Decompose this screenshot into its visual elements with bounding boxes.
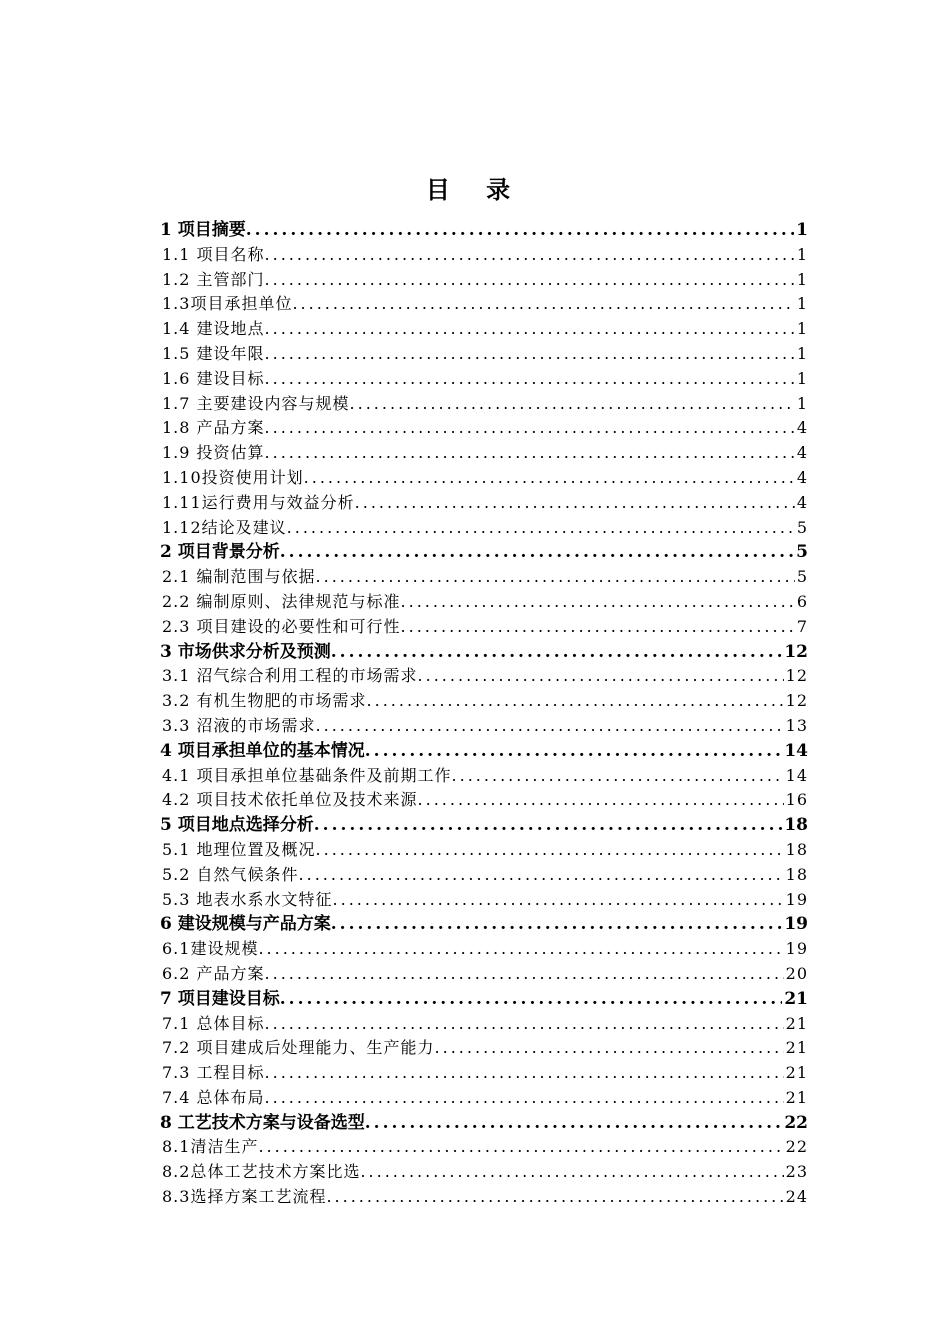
toc-section-entry[interactable]	[160, 416, 808, 441]
toc-dot-leader	[401, 590, 795, 615]
toc-page-number: 23	[785, 1162, 808, 1182]
toc-page-number: 12	[784, 641, 808, 662]
toc-page-number: 1	[796, 319, 808, 339]
toc-dot-leader	[360, 1160, 783, 1185]
toc-dot-leader	[265, 317, 795, 342]
table-of-contents	[160, 218, 808, 1210]
toc-entry-label: 1.10投资使用计划	[162, 467, 304, 487]
toc-chapter-entry[interactable]	[160, 640, 808, 665]
toc-entry-label: 4 项目承担单位的基本情况	[160, 740, 365, 761]
toc-page-number: 21	[785, 1087, 808, 1107]
toc-section-entry[interactable]	[160, 1061, 808, 1086]
toc-dot-leader	[365, 1111, 783, 1136]
toc-entry-label: 8 工艺技术方案与设备选型	[160, 1112, 365, 1133]
toc-page-number: 18	[785, 864, 808, 884]
toc-page-number: 5	[796, 517, 808, 537]
toc-entry-label: 7 项目建设目标	[160, 988, 280, 1009]
toc-entry-label: 6.1建设规模	[162, 939, 259, 959]
toc-dot-leader	[265, 342, 795, 367]
toc-section-entry[interactable]	[160, 441, 808, 466]
toc-entry-label: 1.4 建设地点	[162, 319, 265, 339]
toc-page-number: 21	[785, 1038, 808, 1058]
toc-entry-label: 6 建设规模与产品方案	[160, 914, 331, 935]
toc-page-number: 12	[785, 691, 808, 711]
toc-dot-leader	[265, 1086, 784, 1111]
toc-section-entry[interactable]	[160, 1086, 808, 1111]
toc-dot-leader	[246, 218, 794, 243]
toc-section-entry[interactable]	[160, 888, 808, 913]
toc-section-entry[interactable]	[160, 689, 808, 714]
toc-dot-leader	[435, 1036, 784, 1061]
toc-section-entry[interactable]	[160, 565, 808, 590]
toc-page-number: 24	[785, 1187, 808, 1207]
toc-entry-label: 7.1 总体目标	[162, 1013, 265, 1033]
toc-entry-label: 2.2 编制原则、法律规范与标准	[162, 591, 401, 611]
toc-page-number: 4	[796, 418, 808, 438]
toc-chapter-entry[interactable]	[160, 218, 808, 243]
toc-dot-leader	[265, 416, 795, 441]
toc-entry-label: 1.9 投资估算	[162, 443, 265, 463]
toc-section-entry[interactable]	[160, 1036, 808, 1061]
toc-page-number: 16	[785, 790, 808, 810]
toc-entry-label: 1.2 主管部门	[162, 269, 265, 289]
toc-page-number: 21	[785, 1063, 808, 1083]
toc-section-entry[interactable]	[160, 590, 808, 615]
toc-entry-label: 4.1 项目承担单位基础条件及前期工作	[162, 765, 452, 785]
toc-entry-label: 3.3 沼液的市场需求	[162, 715, 316, 735]
toc-chapter-entry[interactable]	[160, 739, 808, 764]
toc-page-number: 4	[796, 443, 808, 463]
toc-dot-leader	[314, 813, 783, 838]
toc-page-number: 21	[785, 1013, 808, 1033]
toc-dot-leader	[265, 441, 795, 466]
toc-chapter-entry[interactable]	[160, 987, 808, 1012]
toc-section-entry[interactable]	[160, 937, 808, 962]
toc-section-entry[interactable]	[160, 1185, 808, 1210]
toc-entry-label: 5 项目地点选择分析	[160, 815, 314, 836]
toc-section-entry[interactable]	[160, 1160, 808, 1185]
toc-section-entry[interactable]	[160, 367, 808, 392]
toc-entry-label: 7.3 工程目标	[162, 1063, 265, 1083]
toc-entry-label: 2.3 项目建设的必要性和可行性	[162, 616, 401, 636]
toc-dot-leader	[418, 664, 784, 689]
toc-section-entry[interactable]	[160, 1012, 808, 1037]
toc-section-entry[interactable]	[160, 516, 808, 541]
toc-dot-leader	[265, 1061, 784, 1086]
toc-page-number: 4	[796, 492, 808, 512]
toc-dot-leader	[304, 466, 795, 491]
toc-section-entry[interactable]	[160, 243, 808, 268]
toc-page-number: 21	[784, 988, 808, 1009]
toc-section-entry[interactable]	[160, 268, 808, 293]
toc-page-number: 7	[796, 616, 808, 636]
toc-entry-label: 1.12结论及建议	[162, 517, 287, 537]
toc-page-number: 1	[796, 393, 808, 413]
toc-page-number: 4	[796, 467, 808, 487]
toc-entry-label: 1.3项目承担单位	[162, 294, 293, 314]
toc-page-number: 22	[785, 1137, 808, 1157]
toc-dot-leader	[418, 788, 784, 813]
toc-page-number: 18	[784, 815, 808, 836]
toc-page-number: 1	[796, 343, 808, 363]
toc-dot-leader	[265, 1012, 784, 1037]
toc-entry-label: 2 项目背景分析	[160, 542, 280, 563]
toc-page-number: 1	[796, 368, 808, 388]
toc-entry-label: 1.11运行费用与效益分析	[162, 492, 355, 512]
toc-section-entry[interactable]	[160, 615, 808, 640]
toc-dot-leader	[265, 367, 795, 392]
toc-entry-label: 1.6 建设目标	[162, 368, 265, 388]
toc-entry-label: 3.1 沼气综合利用工程的市场需求	[162, 666, 418, 686]
toc-page-number: 1	[796, 269, 808, 289]
toc-page-number: 1	[796, 294, 808, 314]
toc-page-number: 1	[796, 244, 808, 264]
toc-page-number: 18	[785, 839, 808, 859]
toc-entry-label: 1.7 主要建设内容与规模	[162, 393, 350, 413]
toc-chapter-entry[interactable]	[160, 1111, 808, 1136]
toc-section-entry[interactable]	[160, 292, 808, 317]
toc-entry-label: 1.8 产品方案	[162, 418, 265, 438]
toc-page-number: 5	[796, 542, 808, 563]
toc-dot-leader	[265, 962, 784, 987]
toc-entry-label: 3 市场供求分析及预测	[160, 641, 331, 662]
toc-entry-label: 8.1清洁生产	[162, 1137, 259, 1157]
toc-entry-label: 2.1 编制范围与依据	[162, 567, 316, 587]
toc-section-entry[interactable]	[160, 714, 808, 739]
toc-dot-leader	[258, 937, 783, 962]
toc-dot-leader	[350, 392, 795, 417]
toc-entry-label: 5.1 地理位置及概况	[162, 839, 316, 859]
toc-page-number: 19	[784, 914, 808, 935]
toc-section-entry[interactable]	[160, 466, 808, 491]
toc-dot-leader	[326, 1185, 783, 1210]
toc-dot-leader	[367, 689, 784, 714]
toc-chapter-entry[interactable]	[160, 912, 808, 937]
toc-dot-leader	[280, 540, 794, 565]
toc-page-number: 12	[785, 666, 808, 686]
toc-entry-label: 7.2 项目建成后处理能力、生产能力	[162, 1038, 435, 1058]
toc-entry-label: 6.2 产品方案	[162, 963, 265, 983]
toc-dot-leader	[280, 987, 783, 1012]
toc-page-number: 14	[785, 765, 808, 785]
toc-page-number: 5	[796, 567, 808, 587]
toc-dot-leader	[258, 1135, 783, 1160]
toc-dot-leader	[265, 268, 795, 293]
toc-entry-label: 1.5 建设年限	[162, 343, 265, 363]
toc-section-entry[interactable]	[160, 788, 808, 813]
page-title: 目 录	[425, 175, 525, 204]
toc-page-number: 14	[784, 740, 808, 761]
toc-section-entry[interactable]	[160, 342, 808, 367]
toc-section-entry[interactable]	[160, 317, 808, 342]
toc-section-entry[interactable]	[160, 838, 808, 863]
toc-entry-label: 1 项目摘要	[160, 220, 246, 240]
toc-section-entry[interactable]	[160, 962, 808, 987]
toc-dot-leader	[355, 491, 795, 516]
toc-page-number: 19	[785, 889, 808, 909]
toc-page-number: 13	[785, 715, 808, 735]
toc-entry-label: 8.3选择方案工艺流程	[162, 1187, 327, 1207]
toc-entry-label: 4.2 项目技术依托单位及技术来源	[162, 790, 418, 810]
toc-dot-leader	[452, 764, 784, 789]
toc-entry-label: 1.1 项目名称	[162, 244, 265, 264]
toc-section-entry[interactable]	[160, 1135, 808, 1160]
toc-dot-leader	[292, 292, 794, 317]
toc-chapter-entry[interactable]	[160, 540, 808, 565]
toc-chapter-entry[interactable]	[160, 813, 808, 838]
toc-entry-label: 8.2总体工艺技术方案比选	[162, 1162, 361, 1182]
toc-section-entry[interactable]	[160, 664, 808, 689]
toc-page-number: 19	[785, 939, 808, 959]
toc-entry-label: 5.2 自然气候条件	[162, 864, 299, 884]
toc-section-entry[interactable]	[160, 764, 808, 789]
toc-dot-leader	[316, 565, 795, 590]
toc-page-number: 20	[785, 963, 808, 983]
toc-dot-leader	[365, 739, 783, 764]
toc-dot-leader	[299, 863, 784, 888]
toc-section-entry[interactable]	[160, 863, 808, 888]
toc-section-entry[interactable]	[160, 392, 808, 417]
toc-dot-leader	[316, 714, 784, 739]
toc-page-number: 22	[784, 1112, 808, 1133]
toc-page-number: 6	[796, 591, 808, 611]
toc-dot-leader	[333, 888, 784, 913]
toc-section-entry[interactable]	[160, 491, 808, 516]
toc-entry-label: 7.4 总体布局	[162, 1087, 265, 1107]
toc-dot-leader	[316, 838, 784, 863]
toc-dot-leader	[401, 615, 795, 640]
toc-entry-label: 5.3 地表水系水文特征	[162, 889, 333, 909]
toc-dot-leader	[265, 243, 795, 268]
toc-dot-leader	[331, 640, 783, 665]
toc-dot-leader	[287, 516, 795, 541]
toc-entry-label: 3.2 有机生物肥的市场需求	[162, 691, 367, 711]
toc-page-number: 1	[796, 220, 808, 240]
toc-dot-leader	[331, 912, 783, 937]
